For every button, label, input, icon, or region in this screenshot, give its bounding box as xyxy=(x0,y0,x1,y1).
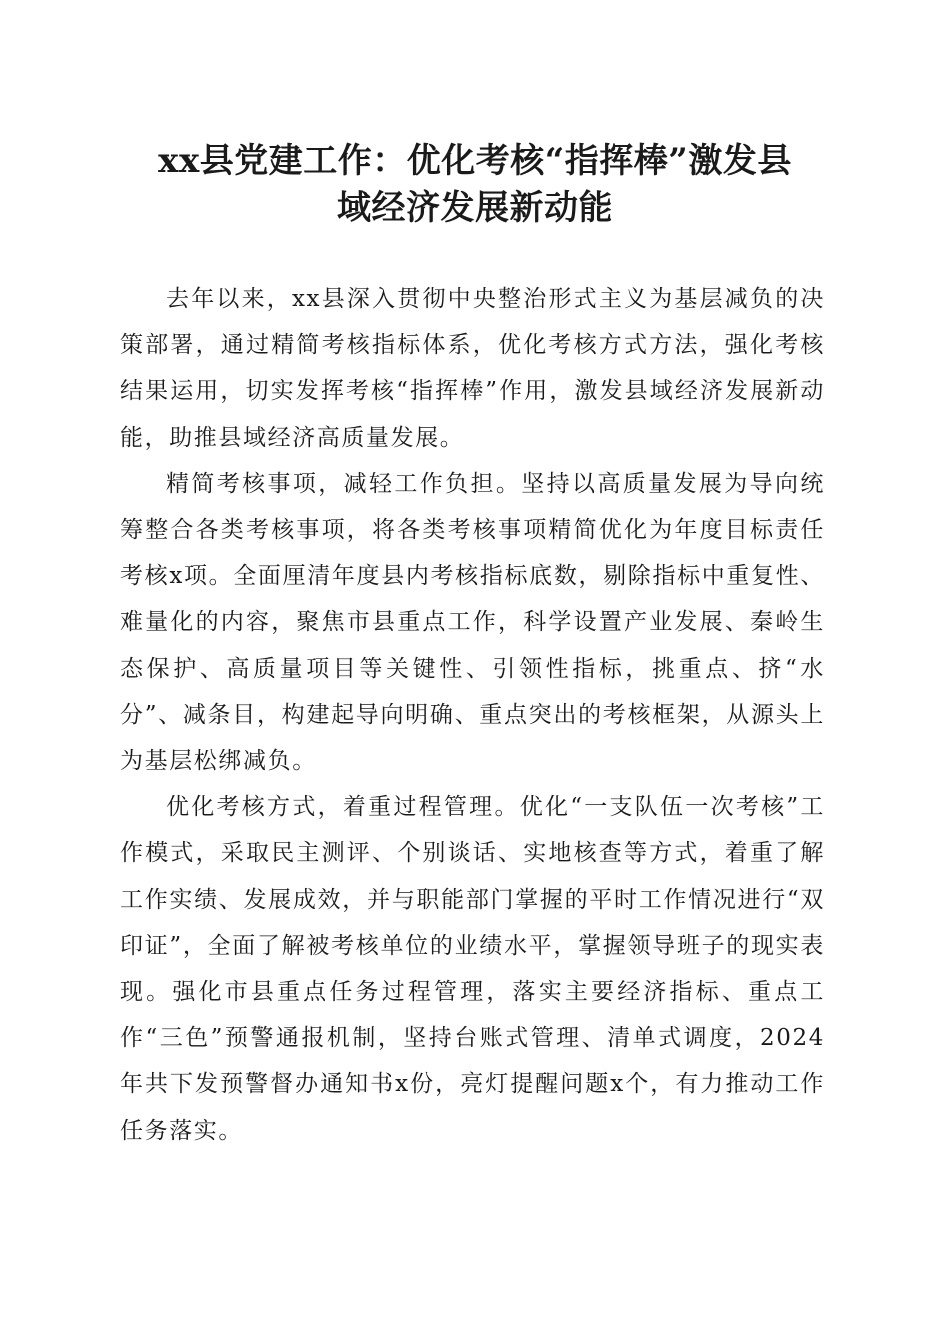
paragraph-optimize-assessment: 优化考核方式，着重过程管理。优化“一支队伍一次考核”工作模式，采取民主测评、个别谈话、实地核查等方式，着重了解工作实绩、发展成效，并与职能部门掌握的平时工作情况进行“双印证”，全面了解被考核单位的业绩水平，掌握领导班子的现实表现。强化市县重点任务过程管理，落实主要经济指标、重点工作“三色”预警通报机制，坚持台账式管理、清单式调度，2024年共下发预警督办通知书x份，亮灯提醒问题x个，有力推动工作任务落实。 xyxy=(120,794,825,1144)
title-line-2: 域经济发展新动能 xyxy=(337,188,613,228)
paragraph-simplify-assessment: 精简考核事项，减轻工作负担。坚持以高质量发展为导向统筹整合各类考核事项，将各类考核事项精简优化为年度目标责任考核x项。全面厘清年度县内考核指标底数，剔除指标中重复性、难量化的内容，聚焦市县重点工作，科学设置产业发展、秦岭生态保护、高质量项目等关键性、引领性指标，挑重点、挤“水分”、减条目，构建起导向明确、重点突出的考核框架，从源头上为基层松绑减负。 xyxy=(120,470,825,775)
title-line-1: xx县党建工作：优化考核“指挥棒”激发县 xyxy=(158,141,792,181)
document-title xyxy=(100,138,850,232)
paragraph-intro: 去年以来，xx县深入贯彻中央整治形式主义为基层减负的决策部署，通过精简考核指标体系，优化考核方式方法，强化考核结果运用，切实发挥考核“指挥棒”作用，激发县域经济发展新动能，助推县域经济高质量发展。 xyxy=(120,286,825,451)
document-body xyxy=(120,276,825,1154)
